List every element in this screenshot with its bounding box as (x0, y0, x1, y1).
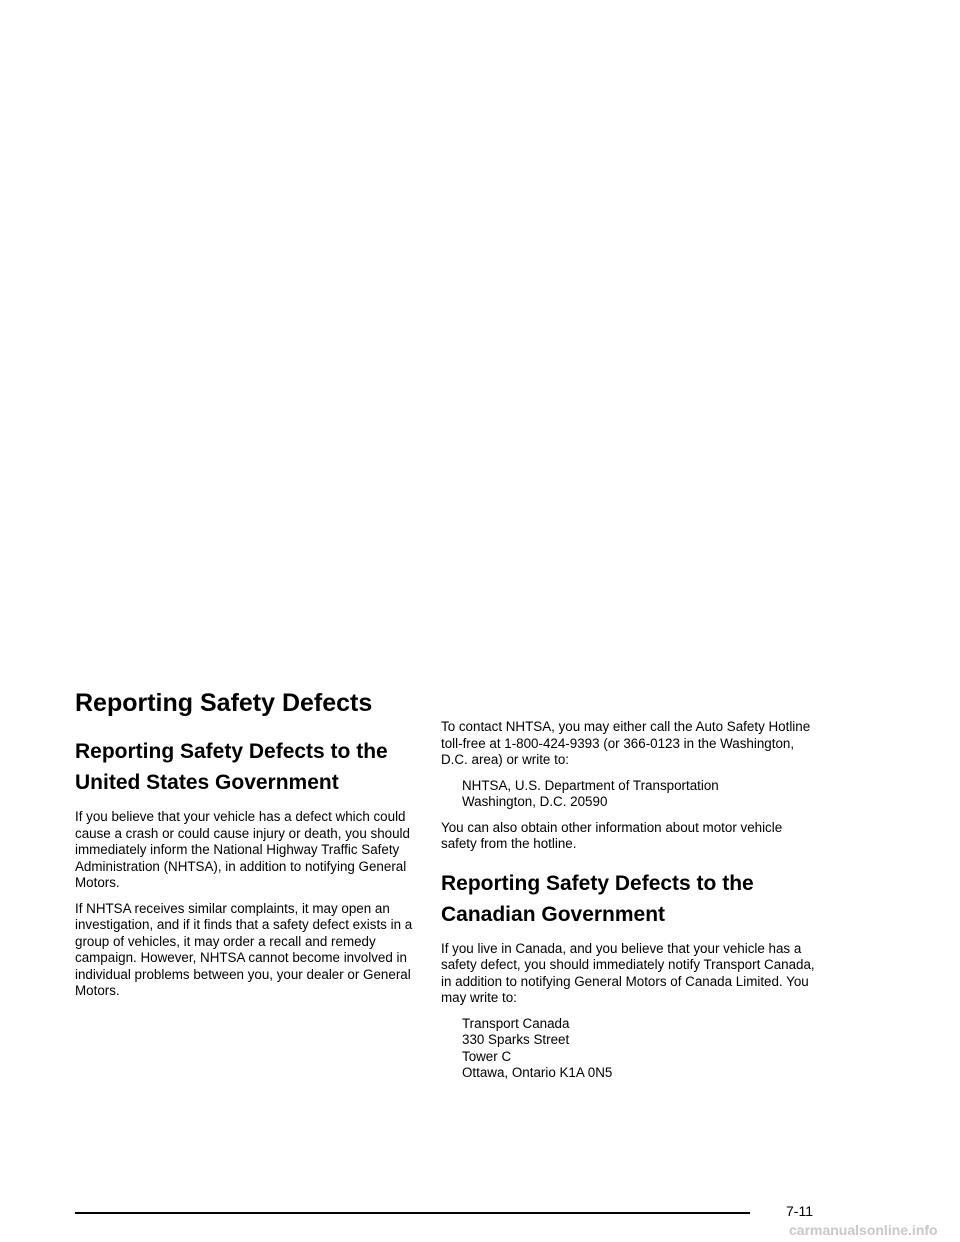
address-line: NHTSA, U.S. Department of Transportation (462, 777, 719, 793)
page-number: 7-11 (786, 1203, 813, 1219)
canada-paragraph: If you live in Canada, and you believe that your vehicle has a safety defect, you should immediately notify Transport Canada, in addition to notifying General Motors of Canada Limited. You may write to: (441, 940, 815, 1005)
canada-heading-line1: Reporting Safety Defects to the (441, 871, 754, 895)
address-line: Transport Canada (462, 1015, 570, 1031)
nhtsa-address (462, 778, 821, 811)
canada-heading-line2: Canadian Government (441, 902, 666, 926)
address-line: 330 Sparks Street (462, 1032, 570, 1047)
address-line: Washington, D.C. 20590 (462, 794, 608, 809)
contact-paragraph: To contact NHTSA, you may either call the Auto Safety Hotline toll-free at 1-800-424-9393 (or 366-0123 in the Washington, D.C. area) or write to: (441, 719, 811, 767)
watermark: carmanualsonline.info (789, 1222, 938, 1238)
left-column (75, 688, 435, 1009)
us-paragraph-investigation: If NHTSA receives similar complaints, it may open an investigation, and if it finds that a safety defect exists in a group of vehicles, it may order a recall and remedy campaign. However, NHTSA cannot become involved in individual problems between you, your dealer or General Motors. (75, 900, 413, 998)
right-column (441, 719, 821, 1091)
us-paragraph-inform: If you believe that your vehicle has a defect which could cause a crash or could cause injury or death, you should immediately inform the National Highway Traffic Safety Administration (NHTSA), in addition to notifying General Motors. (75, 809, 410, 890)
canada-section-heading (441, 868, 821, 930)
us-heading-line2: United States Government (75, 771, 339, 794)
transport-canada-address (462, 1016, 821, 1082)
footer-rule (75, 1212, 750, 1214)
hotline-paragraph: You can also obtain other information about motor vehicle safety from the hotline. (441, 819, 783, 851)
page-title: Reporting Safety Defects (75, 689, 373, 717)
address-line: Ottawa, Ontario K1A 0N5 (462, 1065, 613, 1080)
us-section-heading (75, 736, 435, 798)
address-line: Tower C (462, 1048, 512, 1064)
us-heading-line1: Reporting Safety Defects to the (75, 740, 388, 763)
